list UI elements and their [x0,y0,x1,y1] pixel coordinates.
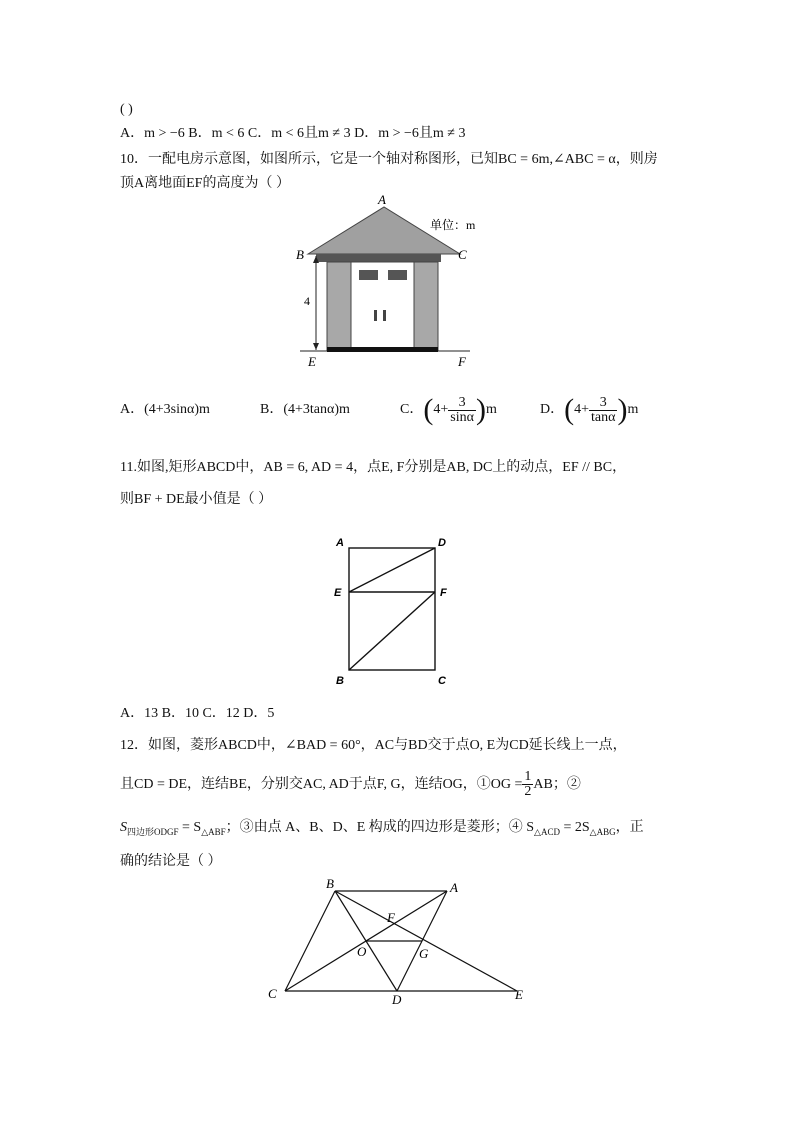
left-wall [327,262,351,350]
stem-text: AB；② [533,777,581,792]
label-E: E [308,354,316,369]
foundation [327,347,438,352]
option-key: C． [400,402,424,418]
subscript: △ACD [534,826,560,837]
stem-text: ，正 [615,820,644,835]
arrow-down-icon [313,343,319,350]
door-handle-left [374,310,377,321]
stem-text: = 2S [559,820,590,835]
fraction [589,396,617,425]
subscript: 四边形ODGF [127,826,179,837]
label-G: G [419,946,429,961]
denominator: tanα [591,409,616,425]
segment-BF [349,592,435,670]
label-E: E [334,587,342,599]
q12-stem-line4: 确的结论是（ ） [120,854,222,869]
rect-ABCD [349,548,435,670]
q10-option-D[interactable] [540,394,638,426]
option-expr: (4+3sinα)m [144,402,210,417]
label-E: E [515,987,523,1002]
label-C: C [438,675,446,687]
option-key: A． [120,402,145,417]
stem-text: ；③由点 A、B、D、E 构成的四边形是菱形；④ S [225,820,535,835]
q9-paren: ( ) [120,102,133,117]
stem-text: 且CD = DE，连结BE，分别交AC, AD于点F, G，连结OG，①OG = [120,777,523,792]
unit-label: 单位：m [430,218,476,232]
label-B: B [326,878,334,891]
numerator: 3 [448,396,476,411]
fraction-half [522,770,533,799]
fraction [448,396,476,425]
label-C: C [458,247,467,262]
left-paren: ( [564,393,575,426]
q10-stem-line1: 10．一配电房示意图，如图所示，它是一个轴对称图形，已知BC = 6m,∠ABC = α，则房 [120,152,658,167]
q10-house-figure [290,192,500,372]
q9-options: A．m > −6 B．m < 6 C．m < 6且m ≠ 3 D．m > −6且m ≠ 3 [120,126,466,141]
option-post: m [485,402,497,418]
area-symbol: S [120,820,127,835]
option-expr: (4+3tanα)m [283,402,350,417]
label-C: C [268,986,277,1001]
q10-stem-line2: 顶A离地面EF的高度为（ ） [120,176,290,191]
option-post: m [627,402,639,418]
q11-rectangle-figure [330,534,460,690]
label-D: D [438,537,446,549]
q12-stem-line3 [120,818,644,842]
q10-option-C[interactable] [400,394,497,426]
label-O: O [357,944,367,959]
option-pre: 4+ [433,402,449,418]
label-A: A [336,537,344,549]
numerator: 3 [589,396,617,411]
option-key: B． [260,402,284,417]
q10-option-B[interactable] [260,400,350,420]
door-handle-right [383,310,386,321]
door-window-left [359,270,378,280]
stem-text: = S [178,820,202,835]
right-paren: ) [475,393,486,426]
q11-options: A．13 B．10 C．12 D．5 [120,706,275,721]
label-B: B [296,247,304,262]
q11-stem-line1: 11.如图,矩形ABCD中，AB = 6, AD = 4，点E, F分别是AB, DC上的动点，EF // BC， [120,460,627,475]
numerator: 1 [524,769,532,785]
subscript: △ABG [589,826,616,837]
option-pre: 4+ [574,402,590,418]
label-B: B [336,675,344,687]
denominator: 2 [524,784,532,800]
label-A: A [450,880,458,895]
q12-rhombus-figure [262,878,542,1010]
segment-BE [335,891,517,991]
q12-stem-line2 [120,770,581,800]
q12-stem-line1: 12．如图，菱形ABCD中，∠BAD = 60°，AC与BD交于点O, E为CD延长线上一点， [120,738,627,753]
denominator: sinα [450,409,474,425]
label-D: D [392,992,402,1007]
label-F: F [440,587,447,599]
right-wall [414,262,438,350]
subscript: △ABF [201,826,226,837]
height-label: 4 [304,294,310,308]
segment-DE [349,548,435,592]
eave-bar [316,254,441,262]
left-paren: ( [423,393,434,426]
option-key: D． [540,402,565,418]
label-F: F [387,910,395,925]
label-F: F [458,354,466,369]
label-A: A [378,192,386,207]
door-window-right [388,270,407,280]
q11-stem-line2: 则BF + DE最小值是（ ） [120,492,273,507]
right-paren: ) [617,393,628,426]
q10-option-A[interactable] [120,400,210,420]
